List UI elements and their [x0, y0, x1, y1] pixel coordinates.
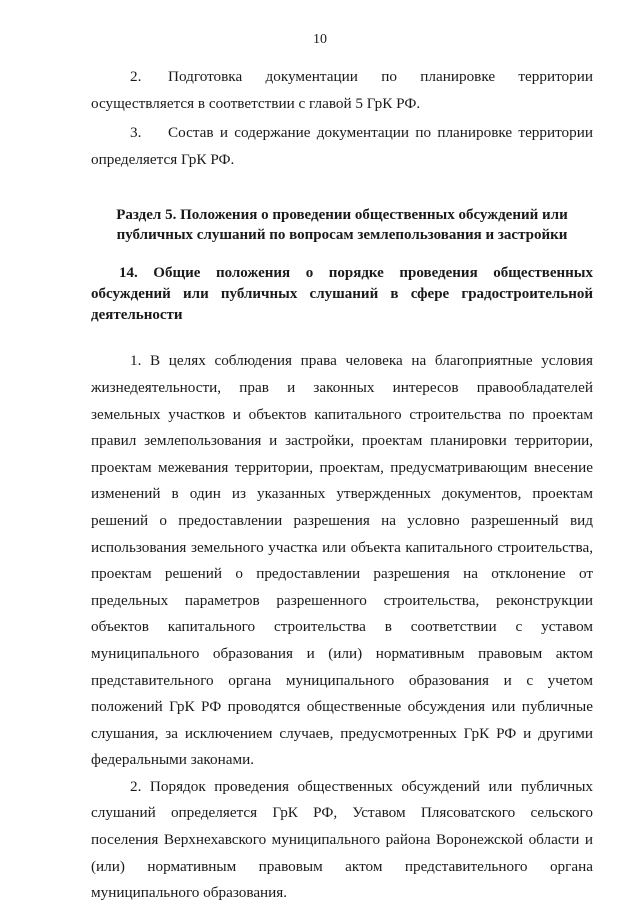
paragraph-2: 2. Порядок проведения общественных обсуждений или публичных слушаний определяется ГрК РФ, Уставом Плясоватского сельского поселения Верхнехавского муниципального района Воронежской области и (или) нормативным правовым актом представительного органа муниципального образования. [91, 777, 593, 902]
page-number: 10 [313, 32, 327, 47]
list-item-text: Подготовка документации по планировке территории осуществляется в соответствии с главой 5 ГрК РФ. [91, 68, 593, 112]
list-item-number: 2. [130, 68, 142, 85]
list-item-number: 3. [130, 124, 142, 142]
subsection-title: 14. Общие положения о порядке проведения общественных обсуждений или публичных слушаний в сфере градостроительной деятельности [91, 265, 593, 324]
list-item-3 [91, 120, 593, 173]
section-title: Раздел 5. Положения о проведении общественных обсуждений или публичных слушаний по вопросам землепользования и застройки [116, 207, 568, 244]
document-content [91, 64, 593, 907]
list-item-2 [91, 64, 593, 117]
paragraph-1: 1. В целях соблюдения права человека на благоприятные условия жизнедеятельности, прав и законных интересов правообладателей земельных участков и объектов капитального строительства по проектам правил землепользования и застройки, проектам планировки территории, проектам межевания территории, проектам, предусматривающим внесение изменений в один из указанных утвержденных документов, проектам решений о предоставлении разрешения на условно разрешенный вид использования земельного участка или объекта капитального строительства, проектам решений о предоставлении разрешения на отклонение от предельных параметров разрешенного строительства, реконструкции объектов капитального строительства в соответствии с уставом муниципального образования и (или) нормативным правовым актом представительного органа муниципального образования и с учетом положений ГрК РФ проводятся общественные обсуждения или публичные слушания, за исключением случаев, предусмотренных ГрК РФ и другими федеральными законами. [91, 352, 593, 769]
body-text [91, 348, 593, 906]
list-item-text: Состав и содержание документации по планировке территории определяется ГрК РФ. [91, 124, 593, 168]
